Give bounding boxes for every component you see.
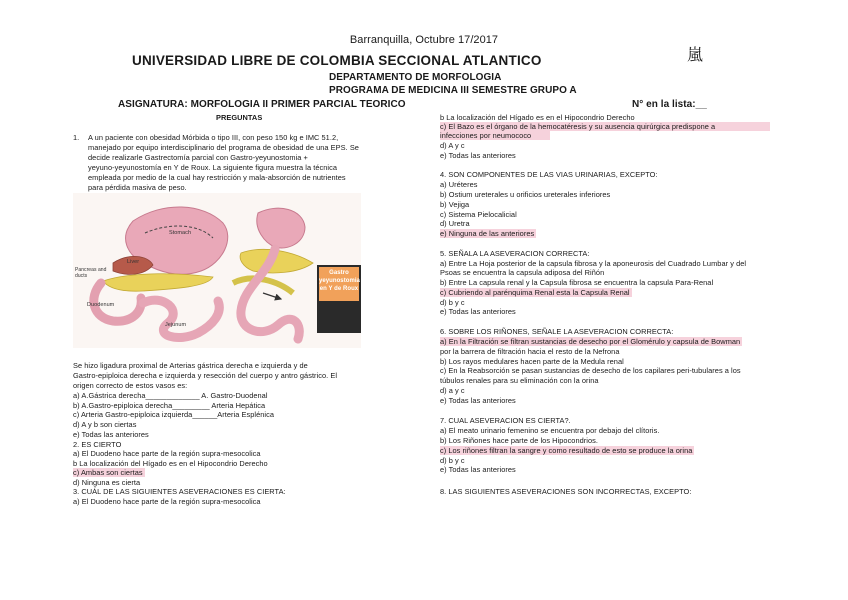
figure-label-jejunum: Jejunum [165,322,187,328]
q3-option-a: a) El Duodeno hace parte de la región supra-mesocolica [73,497,261,506]
q3-option-b: b La localización del Hígado es en el Hipocondrio Derecho [440,113,635,122]
q5-option: b) Entre La capsula renal y la Capsula fibrosa se encuentra la capsula Para-Renal [440,278,714,287]
logo-glyph: 嵐 [687,45,704,64]
q1-option-b: b) A.Gastro-epiploica derecha_________ Arteria Hepática [73,401,266,410]
q1-option-e: e) Todas las anteriores [73,430,149,439]
q1-line: yeyuno-yeyunostomía en Y de Roux. La siguiente figura muestra la técnica [88,163,338,172]
q5-option: Psoas se encuentra la capsula adiposa del Riñón [440,268,605,277]
q1-line: empleada por medio de la cual hay restricción y mala-absorción de nutrientes [88,173,346,182]
q2-option-b: b La localización del Hígado es en el Hipocondrio Derecho [73,459,268,468]
q7-option: b) Los Riñones hace parte de los Hipocondrios. [440,436,599,445]
figure-label-pancreas: Pancreas and ducts [75,267,107,279]
q5-option: d) b y c [440,298,465,307]
q2-option-c-highlighted: c) Ambas son ciertas [73,468,143,477]
q1-option-d: d) A y b son ciertas [73,420,137,429]
q2-title: 2. ES CIERTO [73,440,122,449]
q5-title: 5. SEÑALA LA ASEVERACION CORRECTA: [440,249,590,258]
program-title: PROGRAMA DE MEDICINA III SEMESTRE GRUPO A [329,85,577,96]
q4-option: b) Ostium ureterales u orificios ureterales inferiores [440,190,611,199]
roux-en-y-illustration [73,193,361,348]
q1-number: 1. [73,133,80,142]
q1-line: decide realizarle Gastrectomía parcial con Gastro-yeyunostomia + [88,153,308,162]
q4-option-e-highlighted: e) Ninguna de las anteriores [440,229,535,238]
figure-label-liver: Liver [127,259,140,265]
q4-option: c) Sistema Pielocalicial [440,210,517,219]
q2-option-a: a) El Duodeno hace parte de la región supra-mesocolica [73,449,261,458]
q7-title: 7. CUAL ASEVERACION ES CIERTA?. [440,416,571,425]
q7-option: a) El meato urinario femenino se encuentra por debajo del clítoris. [440,426,660,435]
q1-context-line: Se hizo ligadura proximal de Arterias gástrica derecha e izquierda y de [73,361,308,370]
q1-line: para pérdida masiva de peso. [88,183,187,192]
q3-option-e: e) Todas las anteriores [440,151,516,160]
q3-option-c-highlighted: c) El Bazo es el órgano de la hemocatéresis y su ausencia quirúrgica predispone a [440,122,770,131]
q4-title: 4. SON COMPONENTES DE LAS VIAS URINARIAS, EXCEPTO: [440,170,658,179]
department-title: DEPARTAMENTO DE MORFOLOGIA [329,72,502,83]
q3-title: 3. CUÁL DE LAS SIGUIENTES ASEVERACIONES ES CIERTA: [73,487,286,496]
q4-option: b) Vejiga [440,200,470,209]
q1-line: A un paciente con obesidad Mórbida o tipo III, con peso 150 kg e IMC 51.2, [88,133,339,142]
q7-option-c-highlighted: c) Los riñones filtran la sangre y como resultado de esto se produce la orina [440,446,693,455]
subject-title: ASIGNATURA: MORFOLOGIA II PRIMER PARCIAL TEORICO [118,99,406,110]
q8-title: 8. LAS SIGUIENTES ASEVERACIONES SON INCORRECTAS, EXCEPTO: [440,487,692,496]
q4-option: a) Uréteres [440,180,478,189]
q1-option-c: c) Arteria Gastro-epiploica izquierda______Arteria Esplénica [73,410,275,419]
figure-label-stomach: Stomach [169,230,192,236]
list-number-field: N° en la lista:__ [632,99,707,110]
q2-option-d: d) Ninguna es cierta [73,478,141,487]
figure-label-duodenum: Duodenum [87,302,115,308]
roux-en-y-figure [73,193,361,348]
q1-line: manejado por equipo interdisciplinario del programa de obesidad de una EPS. Se [88,143,359,152]
q6-option: b) Los rayos medulares hacen parte de la Medula renal [440,357,624,366]
q5-option: e) Todas las anteriores [440,307,516,316]
q6-option: d) a y c [440,386,465,395]
q1-context-line: origen correcto de estos vasos es: [73,381,188,390]
q7-option: d) b y c [440,456,465,465]
q3-option-d: d) A y c [440,141,465,150]
q1-context-line: Gastro-epiploica derecha e izquierda y resección del cuerpo y antro gástrico. El [73,371,338,380]
university-title: UNIVERSIDAD LIBRE DE COLOMBIA SECCIONAL ATLANTICO [132,53,542,68]
q3-option-c-continued: infecciones por neumococo [440,131,550,140]
q7-option: e) Todas las anteriores [440,465,516,474]
questions-heading: PREGUNTAS [216,113,263,122]
q4-option: d) Uretra [440,219,470,228]
q6-title: 6. SOBRE LOS RIÑONES, SEÑALE LA ASEVERACION CORRECTA: [440,327,674,336]
q5-option-c-highlighted: c) Cubriendo al parénquima Renal esta la Capsula Renal [440,288,630,297]
q6-option: e) Todas las anteriores [440,396,516,405]
q6-option: por la barrera de filtración hacia el resto de la Nefrona [440,347,620,356]
date-line: Barranquilla, Octubre 17/2017 [349,34,499,46]
q6-option: túbulos renales para su eliminación con la orina [440,376,599,385]
q6-option: c) En la Reabsorción se pasan sustancias de desecho de los capilares peri-tubulares a los [440,366,741,375]
q1-option-a: a) A.Gástrica derecha_____________ A. Gastro-Duodenal [73,391,268,400]
q5-option: a) Entre La Hoja posterior de la capsula fibrosa y la aponeurosis del Cuadrado Lumbar y del [440,259,747,268]
q6-option-a-highlighted: a) En la Filtración se filtran sustancias de desecho por el Glomérulo y capsula de Bowman [440,337,741,346]
figure-caption: Gastro yeyunostomia en Y de Roux [319,270,360,292]
